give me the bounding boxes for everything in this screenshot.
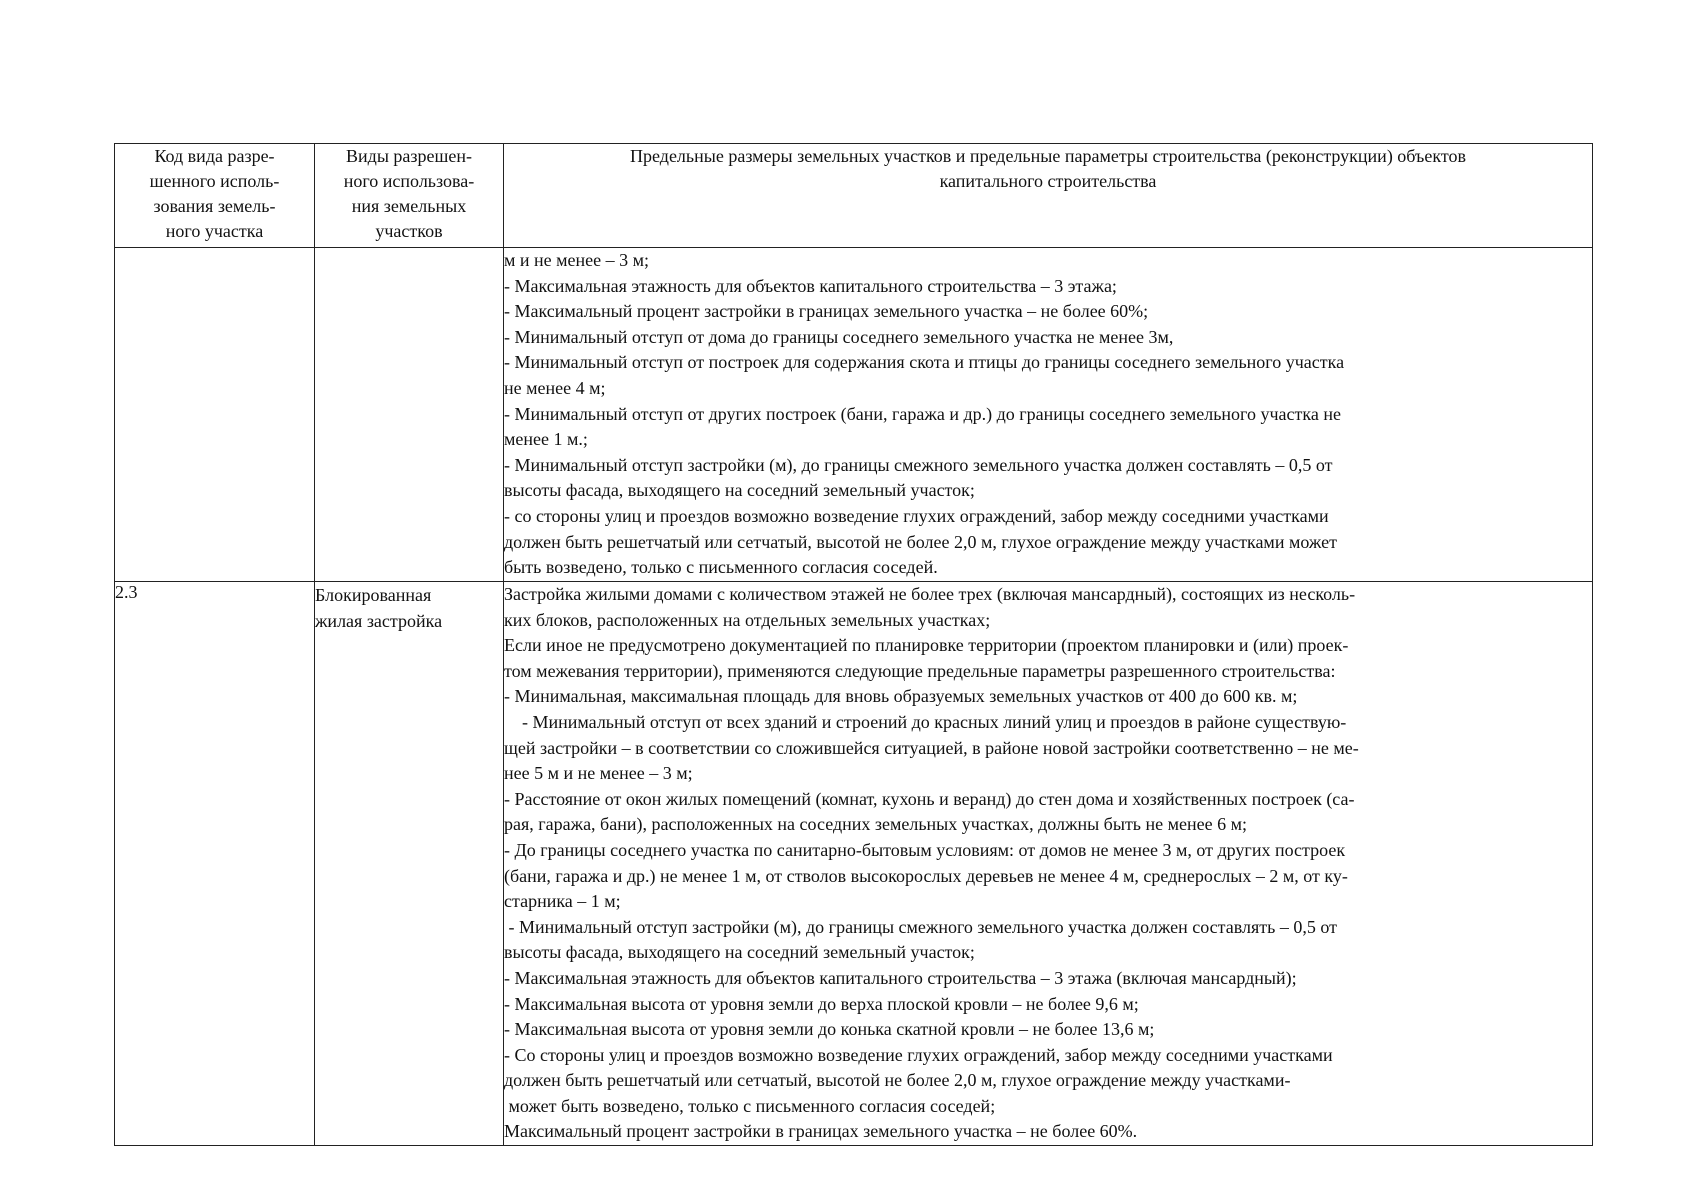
- params-line: ких блоков, расположенных на отдельных земельных участках;: [504, 609, 991, 630]
- params-line: должен быть решетчатый или сетчатый, высотой не более 2,0 м, глухое ограждение между участками может: [504, 531, 1337, 552]
- header-type-line: ного использова-: [343, 171, 475, 191]
- params-line: - Минимальный отступ от всех зданий и строений до красных линий улиц и проездов в районе существую-: [504, 711, 1347, 732]
- header-code-line: ного участка: [165, 221, 264, 241]
- params-line: - Максимальная этажность для объектов капитального строительства – 3 этажа (включая мансардный);: [504, 967, 1297, 988]
- params-line: - Максимальная высота от уровня земли до конька скатной кровли – не более 13,6 м;: [504, 1019, 1155, 1040]
- params-line: - со стороны улиц и проездов возможно возведение глухих ограждений, забор между соседними участками: [504, 505, 1329, 526]
- code-cell: 2.3: [115, 582, 315, 1146]
- params-line: Максимальный процент застройки в границах земельного участка – не более 60%.: [504, 1121, 1138, 1142]
- params-cell: [504, 248, 1593, 582]
- params-line: - Минимальный отступ от дома до границы соседнего земельного участка не менее 3м,: [504, 326, 1174, 347]
- params-line: Застройка жилыми домами с количеством этажей не более трех (включая мансардный), состоящих из несколь-: [504, 584, 1356, 604]
- params-line: рая, гаража, бани), расположенных на соседних земельных участках, должны быть не менее 6 м;: [504, 814, 1248, 835]
- table-header-row: [115, 144, 1593, 248]
- use-type-line: Блокированная: [315, 585, 432, 605]
- table-row: [115, 582, 1593, 1146]
- params-line: - Минимальная, максимальная площадь для вновь образуемых земельных участков от 400 до 600 кв. м;: [504, 686, 1298, 707]
- zoning-table: [114, 143, 1593, 1146]
- params-line: - Расстояние от окон жилых помещений (комнат, кухонь и веранд) до стен дома и хозяйственных построек (са-: [504, 788, 1355, 809]
- params-line: менее 1 м.;: [504, 429, 588, 450]
- header-type-cell: [315, 144, 504, 248]
- params-line: том межевания территории), применяются следующие предельные параметры разрешенного строительства:: [504, 660, 1336, 681]
- params-line: может быть возведено, только с письменного согласия соседей;: [504, 1095, 996, 1116]
- header-code-line: Код вида разре-: [154, 146, 275, 166]
- params-line: высоты фасада, выходящего на соседний земельный участок;: [504, 942, 975, 963]
- table-row: [115, 248, 1593, 582]
- params-line: Если иное не предусмотрено документацией по планировке территории (проектом планировки и (или) проек-: [504, 635, 1349, 656]
- params-cell: [504, 582, 1593, 1146]
- params-line: - Минимальный отступ от других построек (бани, гаража и др.) до границы соседнего земельного участка не: [504, 403, 1341, 424]
- params-line: (бани, гаража и др.) не менее 1 м, от стволов высокорослых деревьев не менее 4 м, среднерослых – 2 м, от ку-: [504, 865, 1348, 886]
- params-line: нее 5 м и не менее – 3 м;: [504, 763, 693, 784]
- params-line: - Минимальный отступ застройки (м), до границы смежного земельного участка должен составлять – 0,5 от: [504, 454, 1333, 475]
- params-line: быть возведено, только с письменного согласия соседей.: [504, 557, 938, 578]
- params-line: - Максимальная этажность для объектов капитального строительства – 3 этажа;: [504, 275, 1117, 296]
- params-line: должен быть решетчатый или сетчатый, высотой не более 2,0 м, глухое ограждение между участками-: [504, 1070, 1291, 1091]
- header-code-line: зования земель-: [153, 196, 276, 216]
- params-line: щей застройки – в соответствии со сложившейся ситуацией, в районе новой застройки соответственно – не ме-: [504, 737, 1359, 758]
- code-cell: [115, 248, 315, 582]
- params-line: - Минимальный отступ застройки (м), до границы смежного земельного участка должен составлять – 0,5 от: [504, 916, 1337, 937]
- header-type-line: участков: [375, 221, 443, 241]
- params-line: - Максимальная высота от уровня земли до верха плоской кровли – не более 9,6 м;: [504, 993, 1139, 1014]
- params-line: м и не менее – 3 м;: [504, 250, 650, 270]
- use-type-cell: [315, 582, 504, 1146]
- params-line: - До границы соседнего участка по санитарно-бытовым условиям: от домов не менее 3 м, от других построек: [504, 839, 1346, 860]
- header-code-cell: [115, 144, 315, 248]
- header-params-cell: [504, 144, 1593, 248]
- header-type-line: Виды разрешен-: [346, 146, 472, 166]
- header-params-line: капитального строительства: [939, 171, 1157, 191]
- header-code-line: шенного исполь-: [149, 171, 280, 191]
- params-line: не менее 4 м;: [504, 377, 606, 398]
- params-line: - Со стороны улиц и проездов возможно возведение глухих ограждений, забор между соседними участками: [504, 1044, 1333, 1065]
- use-type-cell: [315, 248, 504, 582]
- params-line: - Максимальный процент застройки в границах земельного участка – не более 60%;: [504, 301, 1149, 322]
- params-line: - Минимальный отступ от построек для содержания скота и птицы до границы соседнего земельного участка: [504, 352, 1345, 373]
- header-params-line: Предельные размеры земельных участков и предельные параметры строительства (реконструкции) объектов: [630, 146, 1466, 166]
- params-line: высоты фасада, выходящего на соседний земельный участок;: [504, 480, 975, 501]
- header-type-line: ния земельных: [351, 196, 467, 216]
- params-line: старника – 1 м;: [504, 891, 621, 912]
- use-type-line: жилая застройка: [315, 611, 443, 631]
